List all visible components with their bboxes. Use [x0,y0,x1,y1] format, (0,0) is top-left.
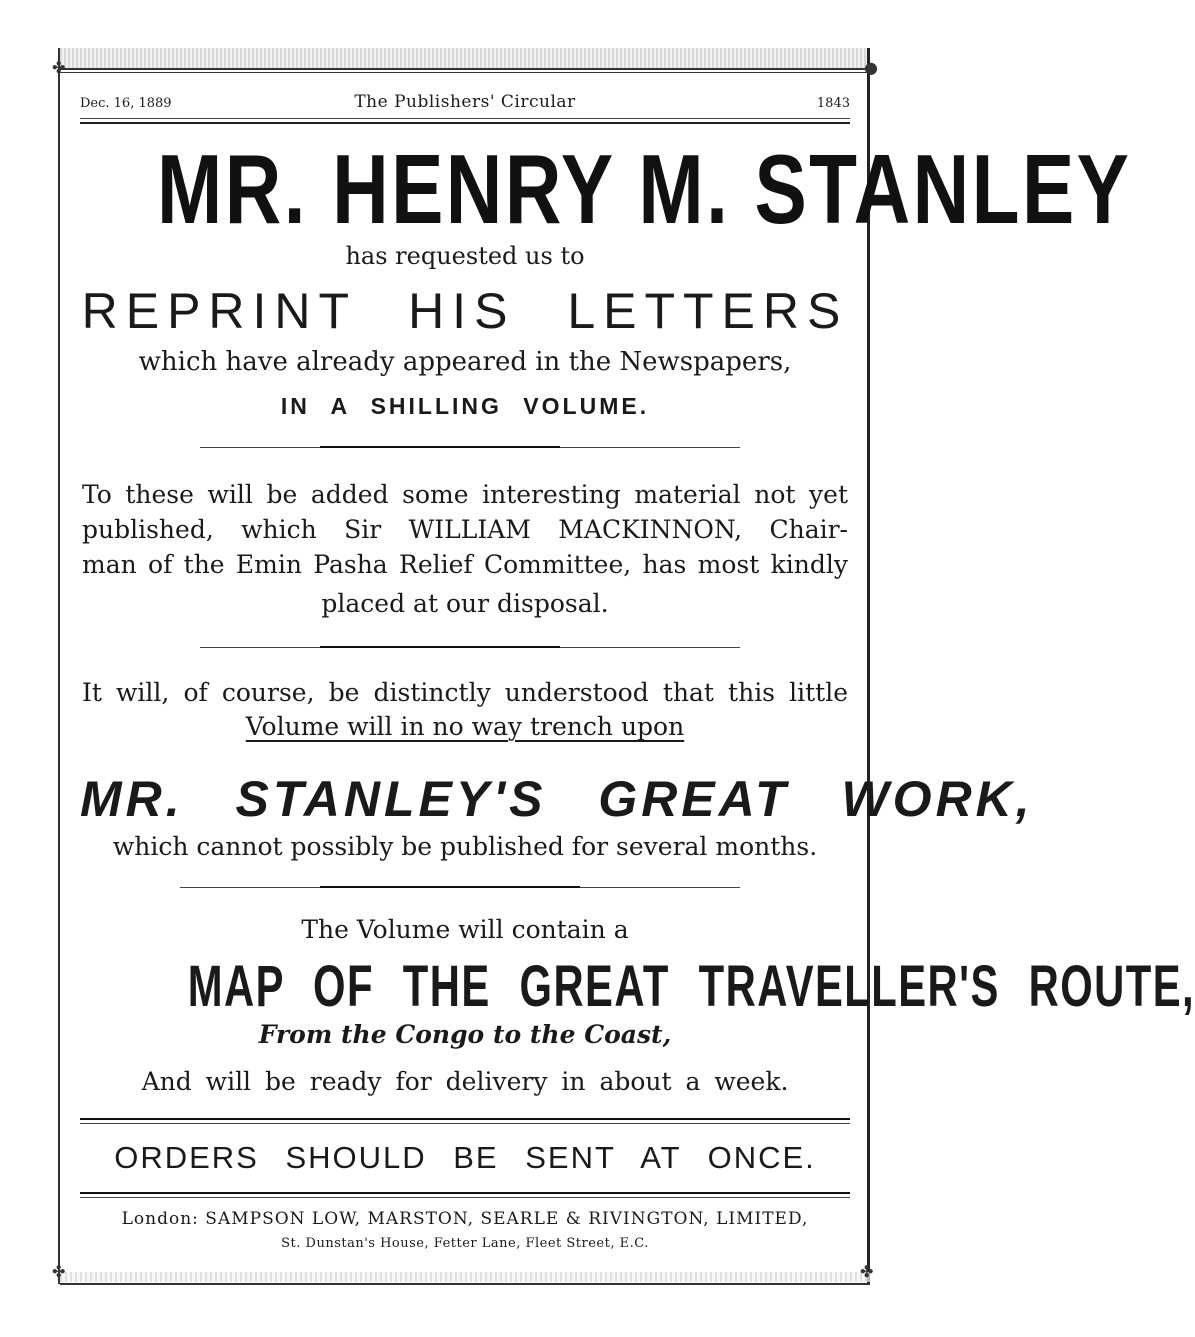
publisher-address: St. Dunstan's House, Fetter Lane, Fleet Street, E.C. [281,1236,649,1251]
volume-contain-line: The Volume will contain a [301,915,629,944]
orders-top-rule-thin [80,1123,850,1124]
map-route-heading: MAP OF THE GREAT TRAVELLER'S ROUTE, [187,954,1195,1019]
understood-line: It will, of course, be distinctly understood that this little [82,678,848,707]
page-number: 1843 [816,96,850,111]
paragraph-line: man of the Emin Pasha Relief Committee, has most kindly [82,550,848,579]
already-appeared-line: which have already appeared in the Newspapers, [138,347,792,377]
orders-bottom-rule [80,1192,850,1194]
shilling-volume-line: IN A SHILLING VOLUME. [280,393,650,419]
orders-top-rule [80,1118,850,1120]
ornament-icon: ● [864,58,878,77]
bottom-border-band [60,1272,870,1282]
issue-date: Dec. 16, 1889 [80,96,172,111]
paragraph-line: published, which Sir WILLIAM MACKINNON, Chair- [82,515,848,544]
requested-line: has requested us to [345,242,585,270]
trench-text: Volume will in no way trench upon [245,712,685,741]
bottom-border-rule [60,1283,870,1285]
running-header [80,92,850,116]
congo-coast-line: From the Congo to the Coast, [258,1020,672,1049]
ornament-icon: ✤ [52,1262,66,1281]
delivery-line: And will be ready for delivery in about a week. [141,1067,789,1096]
paragraph-line: To these will be added some interesting material not yet [82,480,848,509]
material-paragraph [82,477,848,582]
trench-line [80,712,850,741]
divider-center [320,446,560,448]
divider-center [320,646,560,648]
ornament-icon: ✤ [860,1262,874,1281]
orders-line: ORDERS SHOULD BE SENT AT ONCE. [114,1140,816,1175]
reprint-heading: REPRINT HIS LETTERS [81,283,849,339]
ornament-icon: ✤ [52,58,66,77]
paragraph-last-line: placed at our disposal. [321,589,609,618]
publisher-imprint: London: SAMPSON LOW, MARSTON, SEARLE & RIVINGTON, LIMITED, [121,1209,809,1229]
cannot-publish-line: which cannot possibly be published for several months. [112,832,818,861]
headline: MR. HENRY M. STANLEY [157,134,1132,244]
divider-center [320,886,580,888]
journal-title: The Publishers' Circular [354,92,576,112]
orders-bottom-rule-thin [80,1197,850,1198]
header-rule-thick [80,122,850,124]
great-work-heading: MR. STANLEY'S GREAT WORK, [80,771,1034,827]
header-rule [80,118,850,119]
